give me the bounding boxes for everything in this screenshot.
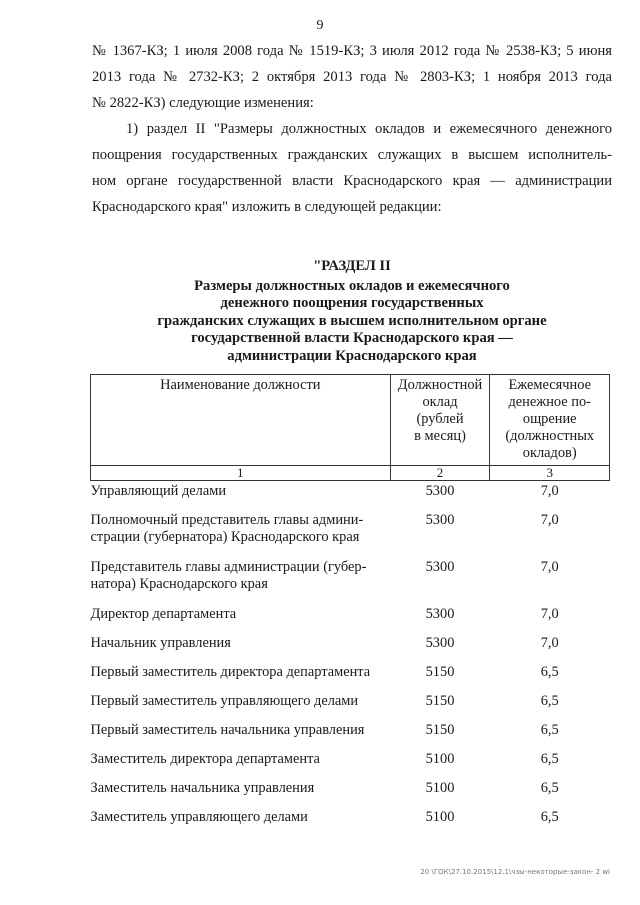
position-line: Заместитель управляющего делами (90, 809, 308, 825)
header-line: оклад (422, 394, 458, 410)
position-line: Директор департамента (90, 606, 237, 622)
table-row (91, 797, 610, 826)
text-line: 1) раздел II "Размеры должностных окладов и ежемесячного денежного (126, 121, 612, 137)
header-line: в месяц) (414, 428, 466, 444)
salary-table (90, 374, 610, 826)
section-replacement-paragraph (92, 116, 612, 220)
header-salary (390, 375, 490, 466)
bonus-value: 7,0 (540, 512, 559, 528)
position-name (91, 546, 391, 593)
column-number: 1 (91, 466, 391, 481)
position-line: Заместитель начальника управления (90, 780, 315, 796)
section-heading (92, 258, 612, 365)
section-subtitle-line: администрации Краснодарского края (227, 347, 477, 364)
position-name (91, 623, 391, 652)
salary-value: 5150 (425, 722, 455, 738)
bonus-value: 7,0 (540, 483, 559, 499)
text-line: № 1367-КЗ; 1 июля 2008 года № 1519-КЗ; 3 июля 2012 года № 2538-КЗ; 5 июня (92, 43, 612, 59)
position-line: Первый заместитель управляющего делами (90, 693, 359, 709)
bonus-value: 6,5 (540, 693, 559, 709)
header-line: (рублей (416, 411, 464, 427)
position-name (91, 500, 391, 546)
position-line: Заместитель директора департамента (90, 751, 320, 767)
column-number: 2 (390, 466, 490, 481)
position-line: Управляющий делами (90, 483, 227, 499)
text-line: Краснодарского края" изложить в следующей редакции: (92, 199, 442, 215)
table-row (91, 593, 610, 623)
text-line: поощрения государственных гражданских служащих в высшем исполнитель- (92, 147, 612, 163)
position-line: Первый заместитель начальника управления (90, 722, 365, 738)
salary-value: 5300 (425, 606, 455, 622)
amendment-paragraph (92, 38, 612, 116)
table-row (91, 546, 610, 593)
position-line: натора) Краснодарского края (90, 576, 268, 592)
position-line: Начальник управления (90, 635, 231, 651)
bonus-value: 7,0 (540, 559, 559, 575)
position-line: Представитель главы администрации (губер- (90, 559, 367, 575)
salary-value: 5100 (425, 809, 455, 825)
text-line: № 2822-КЗ) следующие изменения: (92, 95, 314, 111)
column-number: 3 (490, 466, 610, 481)
header-line: Должностной (397, 377, 483, 393)
salary-value: 5150 (425, 693, 455, 709)
position-line: страции (губернатора) Краснодарского края (90, 529, 360, 545)
table-body (91, 481, 610, 827)
table-row (91, 623, 610, 652)
table-header-row (91, 375, 610, 466)
bonus-value: 6,5 (540, 751, 559, 767)
bonus-value: 6,5 (540, 722, 559, 738)
header-line: Ежемесячное (508, 377, 591, 393)
section-title: "РАЗДЕЛ II (313, 258, 391, 274)
position-name (91, 681, 391, 710)
table-row (91, 768, 610, 797)
position-name (91, 652, 391, 681)
header-position: Наименование должности (91, 375, 391, 466)
column-number-row (91, 466, 610, 481)
table-row (91, 481, 610, 501)
text-line: 2013 года № 2732-КЗ; 2 октября 2013 года № 2803-КЗ; 1 ноября 2013 года (92, 69, 612, 85)
table-row (91, 681, 610, 710)
section-subtitle-line: Размеры должностных окладов и ежемесячного (194, 277, 510, 294)
position-line: Первый заместитель директора департамента (90, 664, 371, 680)
intro-text (92, 38, 612, 220)
position-name (91, 710, 391, 739)
header-bonus (490, 375, 610, 466)
section-subtitle-line: государственной власти Краснодарского края — (191, 330, 513, 346)
position-line: Полномочный представитель главы админи- (90, 512, 364, 528)
header-line: (должностных (505, 428, 595, 444)
salary-value: 5300 (425, 559, 455, 575)
header-line: окладов) (522, 445, 577, 461)
section-subtitle-line: гражданских служащих в высшем исполнительном органе (157, 312, 547, 329)
salary-value: 5300 (425, 483, 455, 499)
salary-value: 5300 (425, 635, 455, 651)
position-name (91, 797, 391, 826)
table-row (91, 739, 610, 768)
bonus-value: 6,5 (540, 780, 559, 796)
header-line: ощрение (522, 411, 577, 427)
bonus-value: 6,5 (540, 664, 559, 680)
position-name (91, 481, 391, 501)
bonus-value: 7,0 (540, 606, 559, 622)
salary-value: 5150 (425, 664, 455, 680)
table-row (91, 710, 610, 739)
footer-file-path: 20 \ГОК\27.10.2015\12.1\чзы-некоторые-закон- 2 wi (420, 868, 610, 876)
page-number: 9 (316, 18, 324, 33)
salary-value: 5300 (425, 512, 455, 528)
text-line: ном органе государственной власти Краснодарского края — администрации (92, 173, 612, 189)
table-row (91, 652, 610, 681)
bonus-value: 6,5 (540, 809, 559, 825)
bonus-value: 7,0 (540, 635, 559, 651)
position-name (91, 593, 391, 623)
section-subtitle-line: денежного поощрения государственных (220, 295, 484, 311)
position-name (91, 739, 391, 768)
table-row (91, 500, 610, 546)
salary-value: 5100 (425, 780, 455, 796)
salary-value: 5100 (425, 751, 455, 767)
header-line: денежное по- (508, 394, 591, 410)
position-name (91, 768, 391, 797)
